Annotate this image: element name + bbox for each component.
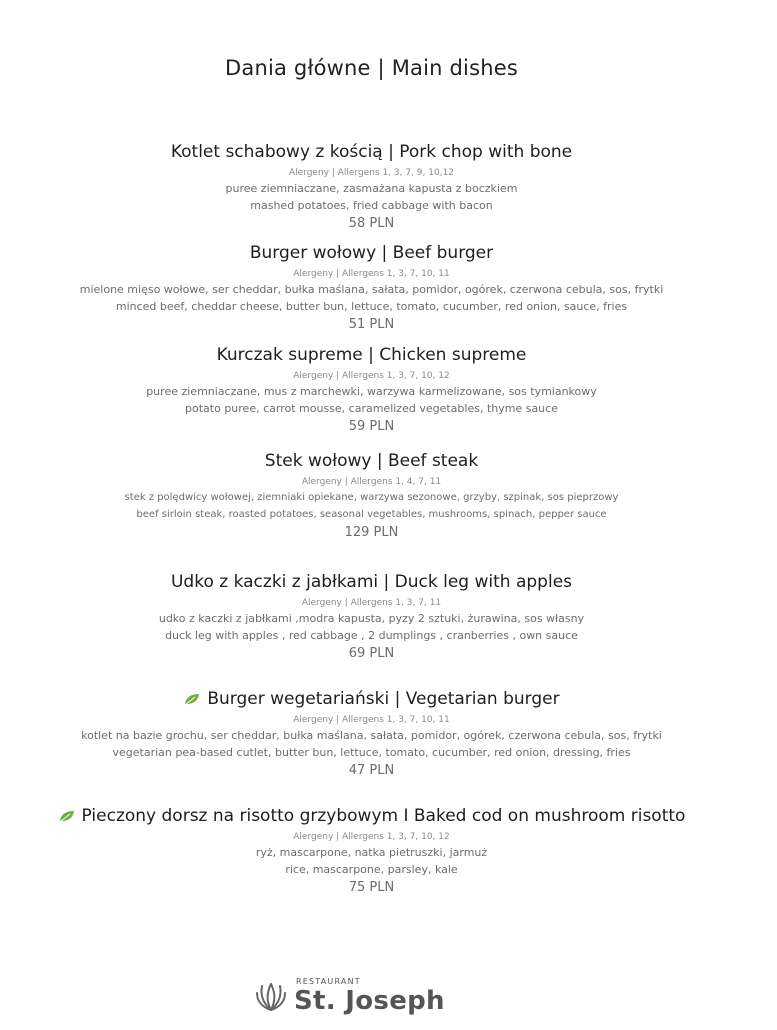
dish-description-en: vegetarian pea-based cutlet, butter bun, lettuce, tomato, cucumber, red onion, dressing, fries (112, 746, 631, 759)
dish-description-en: potato puree, carrot mousse, caramelized vegetables, thyme sauce (185, 402, 558, 415)
dish-price: 58 PLN (348, 216, 395, 231)
dish-description-en: duck leg with apples , red cabbage , 2 dumplings , cranberries , own sauce (165, 629, 578, 642)
dish-allergens: Alergeny | Allergens 1, 3, 7, 11 (301, 598, 442, 608)
menu-item (0, 571, 743, 663)
dish-allergens: Alergeny | Allergens 1, 3, 7, 10, 11 (293, 269, 450, 279)
menu-item (0, 688, 743, 780)
dish-name: Stek wołowy | Beef steak (264, 451, 479, 471)
dish-price: 51 PLN (348, 317, 395, 332)
logo-name: St. Joseph (294, 986, 445, 1016)
dish-description-pl: kotlet na bazie grochu, ser cheddar, bułka maślana, sałata, pomidor, ogórek, czerwona cebula, sos, frytki (81, 729, 662, 742)
menu-item (0, 141, 743, 233)
menu-item (0, 242, 743, 334)
dish-allergens: Alergeny | Allergens 1, 3, 7, 10, 12 (293, 371, 450, 381)
dish-name: Kurczak supreme | Chicken supreme (216, 345, 527, 365)
dish-allergens: Alergeny | Allergens 1, 3, 7, 10, 12 (293, 832, 450, 842)
dish-description-pl: mielone mięso wołowe, ser cheddar, bułka maślana, sałata, pomidor, ogórek, czerwona cebula, sos, frytki (79, 283, 664, 296)
menu-item (0, 805, 743, 897)
dish-allergens: Alergeny | Allergens 1, 3, 7, 10, 11 (293, 715, 450, 725)
menu-item (0, 344, 743, 436)
dish-description-en: rice, mascarpone, parsley, kale (285, 863, 458, 876)
dish-name: Burger wołowy | Beef burger (249, 243, 494, 263)
dish-description-pl: ryż, mascarpone, natka pietruszki, jarmuż (255, 846, 488, 859)
dish-name: Kotlet schabowy z kością | Pork chop with bone (170, 142, 573, 162)
dish-name-row (0, 688, 743, 710)
leaf-icon (58, 809, 76, 823)
dish-price: 59 PLN (348, 419, 395, 434)
leaf-icon (183, 692, 201, 706)
restaurant-logo (254, 978, 445, 1014)
dish-name: Burger wegetariański | Vegetarian burger (207, 689, 560, 709)
dish-price: 69 PLN (348, 646, 395, 661)
dish-name: Pieczony dorsz na risotto grzybowym I Baked cod on mushroom risotto (81, 806, 686, 826)
dish-description-pl: stek z polędwicy wołowej, ziemniaki opiekane, warzywa sezonowe, grzyby, szpinak, sos pieprzowy (124, 492, 619, 503)
dish-description-pl: puree ziemniaczane, mus z marchewki, warzywa karmelizowane, sos tymiankowy (146, 385, 597, 398)
dish-name-row (0, 805, 743, 827)
dish-description-en: mashed potatoes, fried cabbage with bacon (250, 199, 493, 212)
menu-item (0, 450, 743, 542)
st-joseph-logo-icon (254, 979, 288, 1013)
dish-allergens: Alergeny | Allergens 1, 3, 7, 9, 10,12 (288, 168, 455, 178)
dish-name: Udko z kaczki z jabłkami | Duck leg with apples (170, 572, 573, 592)
dish-allergens: Alergeny | Allergens 1, 4, 7, 11 (301, 477, 442, 487)
dish-description-pl: puree ziemniaczane, zasmażana kapusta z boczkiem (225, 182, 518, 195)
dish-description-en: beef sirloin steak, roasted potatoes, seasonal vegetables, mushrooms, spinach, pepper sauce (136, 509, 607, 520)
dish-price: 47 PLN (348, 763, 395, 778)
page-title: Dania główne | Main dishes (225, 56, 518, 80)
dish-description-en: minced beef, cheddar cheese, butter bun, lettuce, tomato, cucumber, red onion, sauce, fries (115, 300, 628, 313)
logo-subtitle: RESTAURANT (296, 977, 361, 986)
dish-price: 75 PLN (348, 880, 395, 895)
dish-price: 129 PLN (344, 525, 399, 540)
dish-description-pl: udko z kaczki z jabłkami ,modra kapusta, pyzy 2 sztuki, żurawina, sos własny (158, 612, 585, 625)
